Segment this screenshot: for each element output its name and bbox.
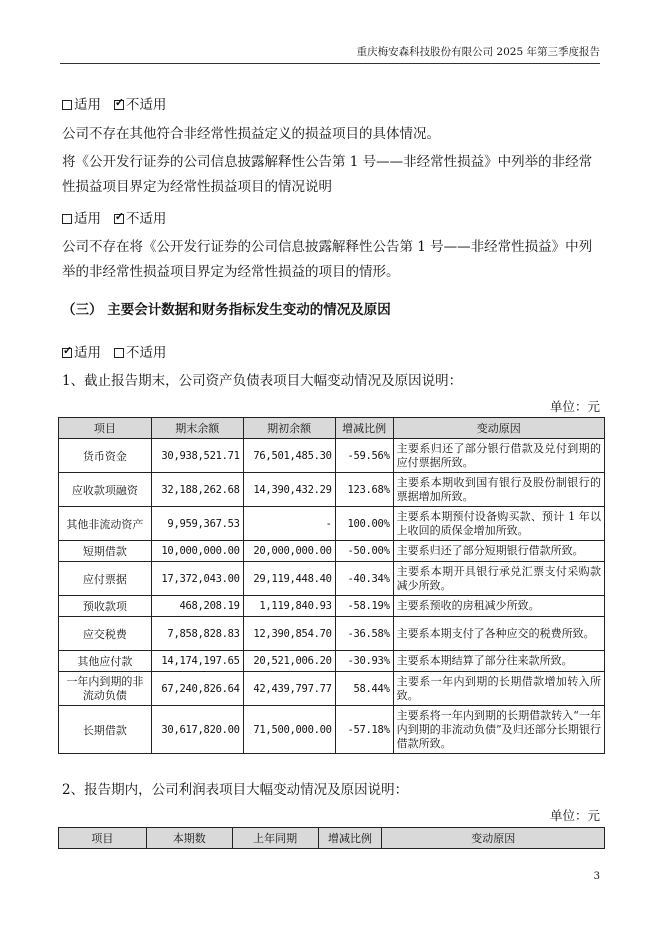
- item-cell: 应交税费: [59, 617, 152, 651]
- ratio-cell: -30.93%: [335, 651, 393, 672]
- end-balance-cell: 9,959,367.53: [151, 507, 243, 541]
- begin-balance-cell: 42,439,797.77: [243, 672, 335, 706]
- ratio-cell: 123.68%: [335, 473, 393, 507]
- option-label: 不适用: [125, 345, 167, 361]
- header-cell: 项目: [59, 828, 147, 849]
- header-cell: 变动原因: [382, 828, 605, 849]
- section-title: （三） 主要会计数据和财务指标发生变动的情况及原因: [62, 302, 391, 318]
- end-balance-cell: 67,240,826.64: [151, 672, 243, 706]
- table-row: [59, 706, 605, 754]
- table-row: [59, 617, 605, 651]
- table-header-row: [59, 418, 605, 439]
- end-balance-cell: 14,174,197.65: [151, 651, 243, 672]
- table-row: [59, 672, 605, 706]
- unit-label: 单位：元: [549, 808, 600, 823]
- table-row: [59, 473, 605, 507]
- begin-balance-cell: 12,390,854.70: [243, 617, 335, 651]
- header-cell: 本期数: [146, 828, 232, 849]
- income-statement-table: [58, 827, 605, 849]
- end-balance-cell: 17,372,043.00: [151, 562, 243, 596]
- page-header: 重庆梅安森科技股份有限公司 2025 年第三季度报告: [60, 44, 600, 64]
- begin-balance-cell: 29,119,448.40: [243, 562, 335, 596]
- begin-balance-cell: 14,390,432.29: [243, 473, 335, 507]
- reason-cell: 主要系将一年内到期的长期借款转入“一年内到期的非流动负债”及归还部分长期银行借款所致。: [393, 706, 604, 754]
- item-cell: 预收款项: [59, 596, 152, 617]
- option-row-1: [62, 93, 166, 113]
- begin-balance-cell: 71,500,000.00: [243, 706, 335, 754]
- reason-cell: 主要系预收的房租减少所致。: [393, 596, 604, 617]
- reason-cell: 主要系本期收到国有银行及股份制银行的票据增加所致。: [393, 473, 604, 507]
- begin-balance-cell: -: [243, 507, 335, 541]
- header-cell: 上年同期: [232, 828, 318, 849]
- table-row: [59, 596, 605, 617]
- end-balance-cell: 30,938,521.71: [151, 439, 243, 473]
- item-cell: 短期借款: [59, 541, 152, 562]
- reason-cell: 主要系本期支付了各种应交的税费所致。: [393, 617, 604, 651]
- header-cell: 增减比例: [318, 828, 382, 849]
- header-cell: 期初余额: [243, 418, 335, 439]
- unchecked-box-icon[interactable]: [114, 348, 124, 358]
- unchecked-box-icon[interactable]: [62, 214, 72, 224]
- item-cell: 应收款项融资: [59, 473, 152, 507]
- reason-cell: 主要系一年内到期的长期借款增加转入所致。: [393, 672, 604, 706]
- paragraph: 公司不存在将《公开发行证券的公司信息披露解释性公告第 1 号——非经常性损益》中列: [62, 239, 593, 255]
- checked-box-icon[interactable]: [114, 214, 124, 224]
- ratio-cell: -58.19%: [335, 596, 393, 617]
- ratio-cell: -40.34%: [335, 562, 393, 596]
- ratio-cell: -59.56%: [335, 439, 393, 473]
- paragraph: 性损益项目界定为经常性损益项目的情况说明: [62, 179, 332, 195]
- option-label: 适用: [74, 345, 101, 361]
- item-cell: 长期借款: [59, 706, 152, 754]
- ratio-cell: 100.00%: [335, 507, 393, 541]
- option-label: 适用: [74, 97, 101, 113]
- paragraph: 将《公开发行证券的公司信息披露解释性公告第 1 号——非经常性损益》中列举的非经常: [62, 154, 593, 170]
- end-balance-cell: 30,617,820.00: [151, 706, 243, 754]
- reason-cell: 主要系本期开具银行承兑汇票支付采购款减少所致。: [393, 562, 604, 596]
- end-balance-cell: 468,208.19: [151, 596, 243, 617]
- begin-balance-cell: 20,521,006.20: [243, 651, 335, 672]
- ratio-cell: -50.00%: [335, 541, 393, 562]
- table-row: [59, 439, 605, 473]
- reason-cell: 主要系归还了部分短期银行借款所致。: [393, 541, 604, 562]
- begin-balance-cell: 76,501,485.30: [243, 439, 335, 473]
- checked-box-icon[interactable]: [114, 100, 124, 110]
- item-cell: 货币资金: [59, 439, 152, 473]
- paragraph: 公司不存在其他符合非经常性损益定义的损益项目的具体情况。: [62, 126, 440, 142]
- subheading-income-statement: 2、报告期内，公司利润表项目大幅变动情况及原因说明：: [62, 782, 409, 798]
- paragraph: 举的非经常性损益项目界定为经常性损益的项目的情形。: [62, 264, 400, 280]
- option-label: 不适用: [125, 97, 167, 113]
- table-row: [59, 562, 605, 596]
- header-cell: 期末余额: [151, 418, 243, 439]
- option-label: 适用: [74, 211, 101, 227]
- item-cell: 应付票据: [59, 562, 152, 596]
- header-cell: 变动原因: [393, 418, 604, 439]
- page-number: 3: [593, 871, 600, 882]
- subheading-balance-sheet: 1、截止报告期末，公司资产负债表项目大幅变动情况及原因说明：: [62, 373, 463, 389]
- begin-balance-cell: 20,000,000.00: [243, 541, 335, 562]
- balance-sheet-table: [58, 417, 605, 754]
- end-balance-cell: 32,188,262.68: [151, 473, 243, 507]
- option-row-2: [62, 207, 166, 227]
- ratio-cell: -36.58%: [335, 617, 393, 651]
- item-cell: 其他应付款: [59, 651, 152, 672]
- item-cell: 一年内到期的非流动负债: [59, 672, 152, 706]
- reason-cell: 主要系本期预付设备购买款、预计 1 年以上收回的质保金增加所致。: [393, 507, 604, 541]
- header-cell: 项目: [59, 418, 152, 439]
- table-row: [59, 651, 605, 672]
- table-header-row: [59, 828, 605, 849]
- option-row-3: [62, 341, 166, 361]
- begin-balance-cell: 1,119,840.93: [243, 596, 335, 617]
- unit-label: 单位：元: [549, 399, 600, 414]
- option-label: 不适用: [125, 211, 167, 227]
- ratio-cell: -57.18%: [335, 706, 393, 754]
- reason-cell: 主要系归还了部分银行借款及兑付到期的应付票据所致。: [393, 439, 604, 473]
- checked-box-icon[interactable]: [62, 348, 72, 358]
- reason-cell: 主要系本期结算了部分往来款所致。: [393, 651, 604, 672]
- table-row: [59, 507, 605, 541]
- end-balance-cell: 10,000,000.00: [151, 541, 243, 562]
- ratio-cell: 58.44%: [335, 672, 393, 706]
- item-cell: 其他非流动资产: [59, 507, 152, 541]
- end-balance-cell: 7,858,828.83: [151, 617, 243, 651]
- unchecked-box-icon[interactable]: [62, 100, 72, 110]
- header-cell: 增减比例: [335, 418, 393, 439]
- table-row: [59, 541, 605, 562]
